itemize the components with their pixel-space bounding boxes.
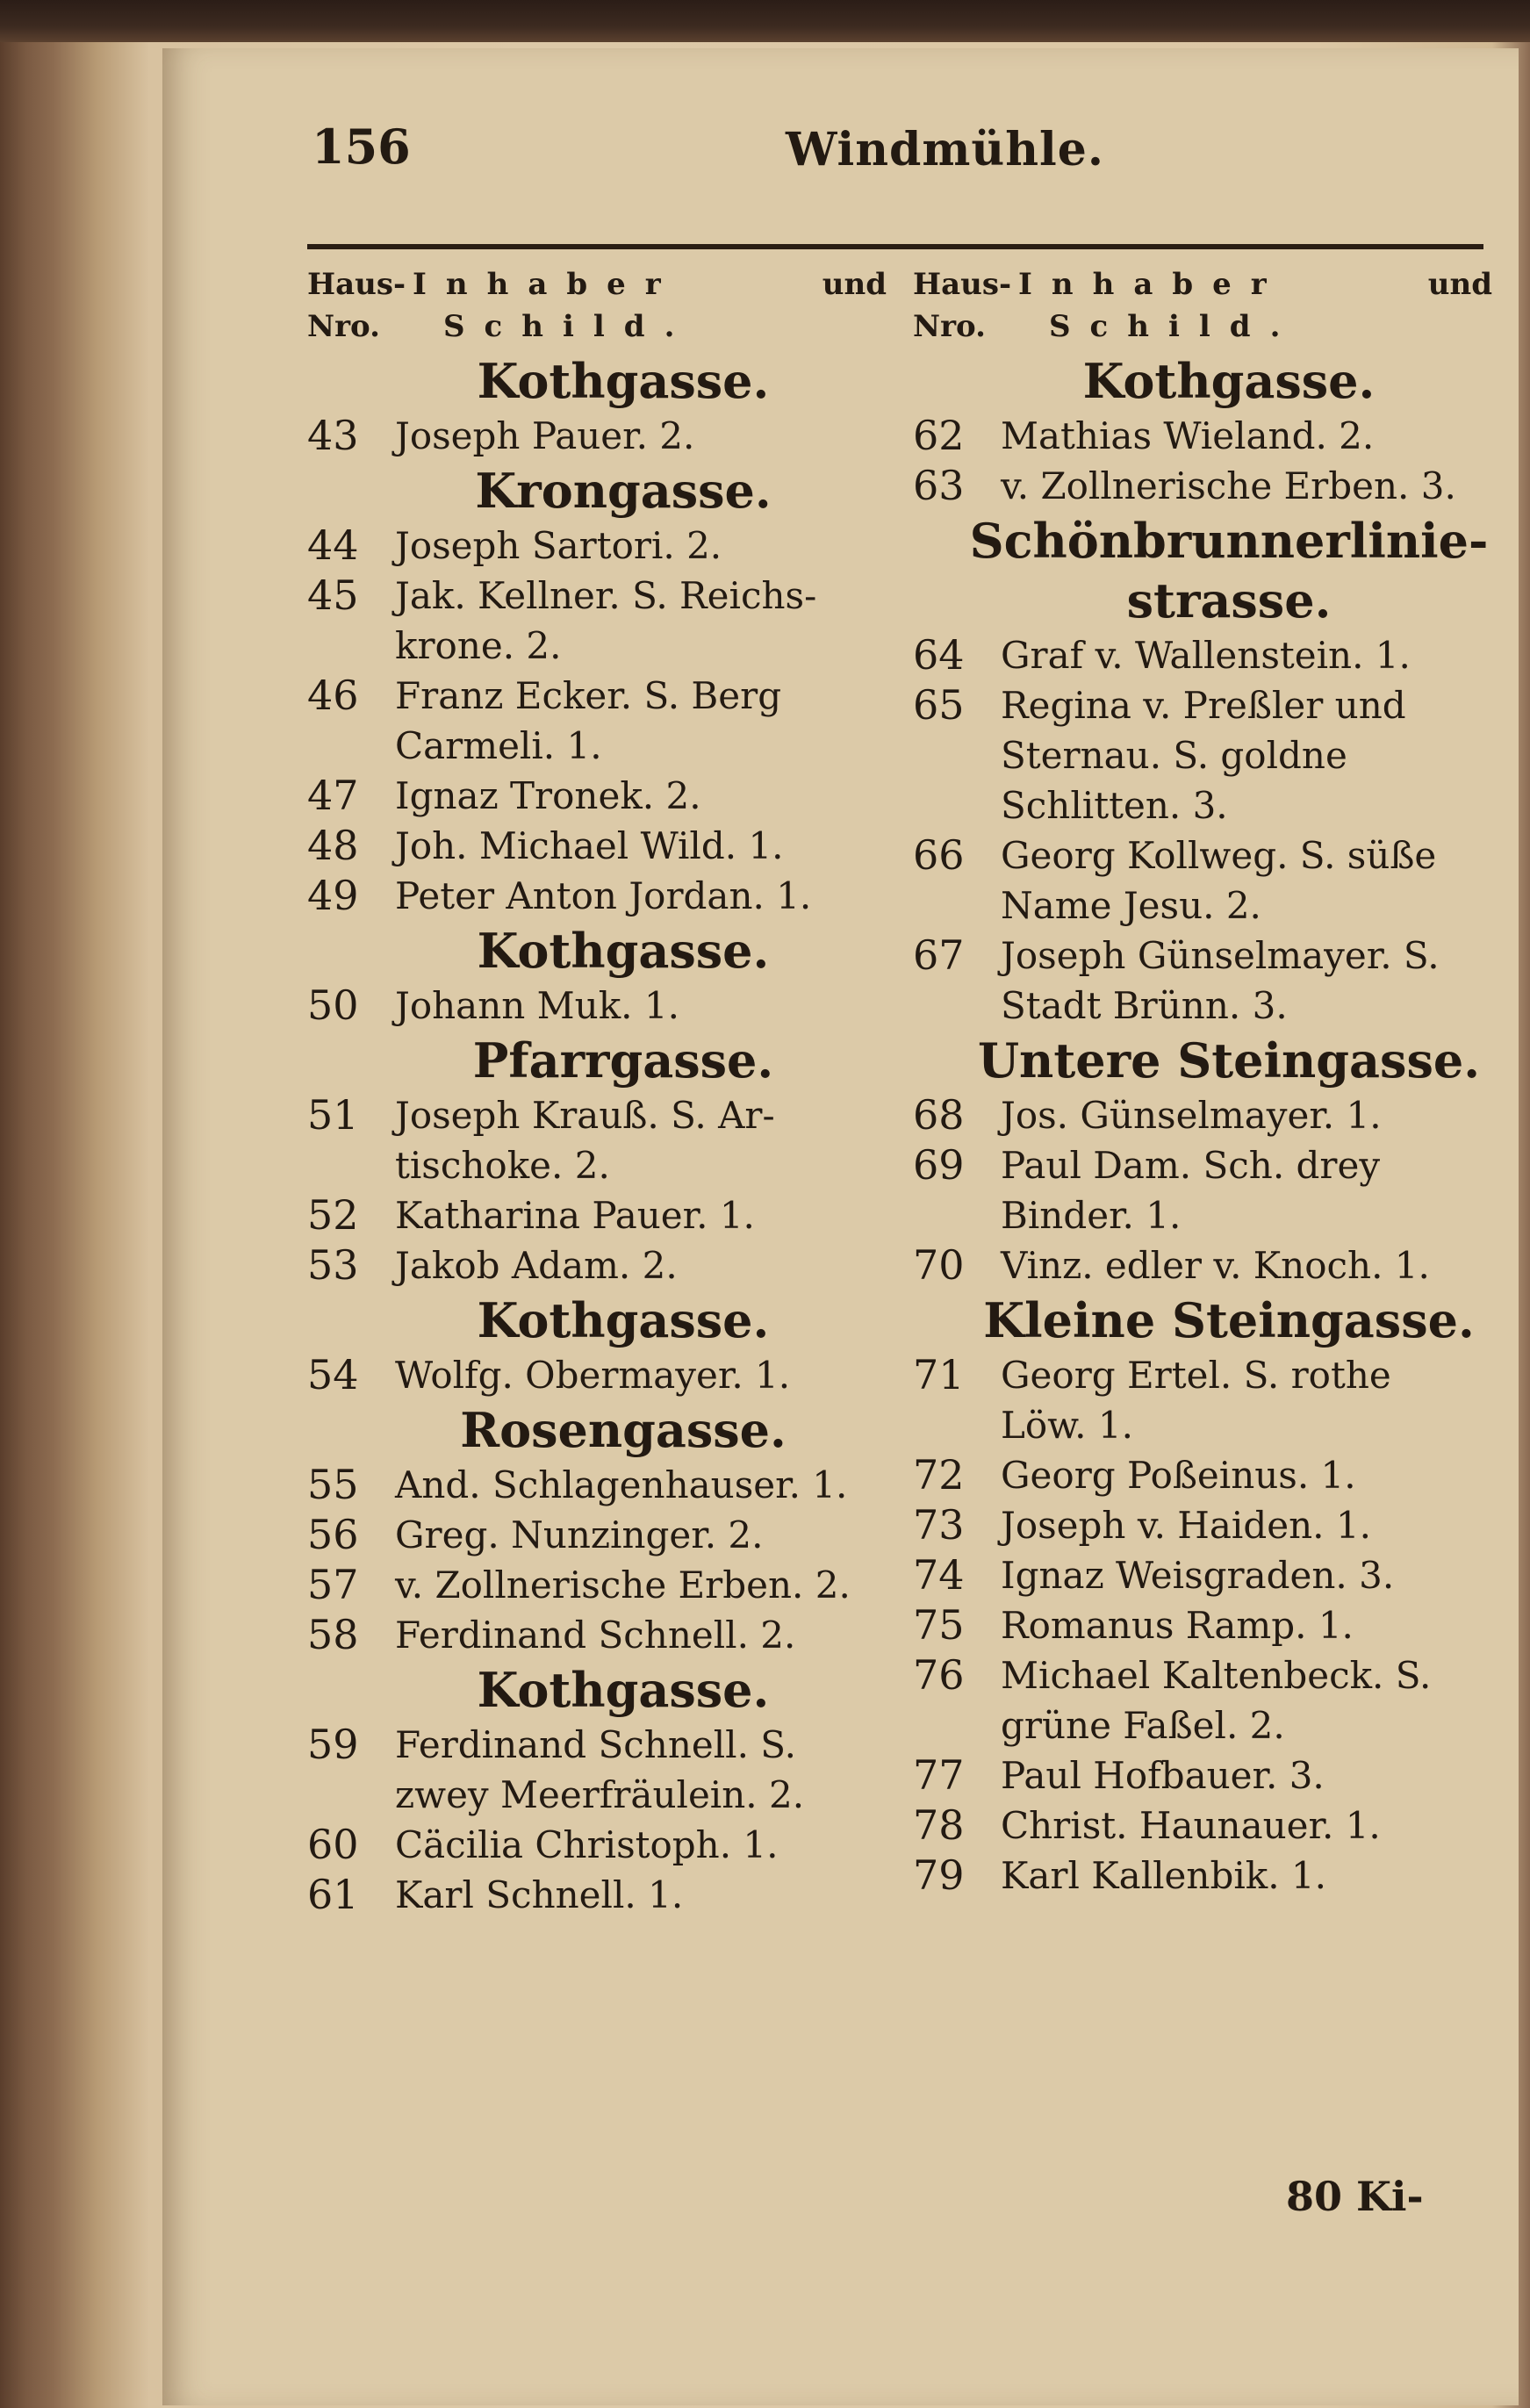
- house-number: 73: [913, 1501, 965, 1549]
- street-heading: Krongasse.: [475, 463, 772, 519]
- list-item: [913, 1350, 1492, 1400]
- header-rule: [307, 244, 1483, 249]
- owner-and-sign: Ferdinand Schnell. 2.: [395, 1614, 796, 1657]
- list-item: [307, 671, 887, 721]
- owner-and-sign: Jak. Kellner. S. Reichs-: [395, 574, 817, 617]
- house-number: 50: [307, 981, 359, 1029]
- owner-and-sign: Wolfg. Obermayer. 1.: [395, 1354, 791, 1397]
- list-item: [307, 571, 887, 621]
- house-number: 51: [307, 1091, 359, 1139]
- entry-continuation: Name Jesu. 2.: [1001, 884, 1261, 927]
- owner-and-sign: Karl Kallenbik. 1.: [1001, 1854, 1327, 1897]
- list-item: [307, 1460, 887, 1510]
- street-heading: Schönbrunnerlinie-: [969, 513, 1489, 569]
- entry-continuation: tischoke. 2.: [395, 1144, 610, 1187]
- house-number: 52: [307, 1191, 359, 1239]
- list-item: [913, 461, 1492, 511]
- house-number: 47: [307, 772, 359, 819]
- left-column: [307, 263, 887, 1920]
- house-number: 55: [307, 1461, 359, 1508]
- list-item: [913, 1090, 1492, 1140]
- owner-and-sign: Regina v. Preßler und: [1001, 684, 1406, 727]
- list-item: [307, 981, 887, 1031]
- list-item: [307, 1720, 887, 1770]
- owner-and-sign: Christ. Haunauer. 1.: [1001, 1804, 1381, 1847]
- list-item: [913, 1240, 1492, 1290]
- entry-continuation: Sternau. S. goldne: [1001, 734, 1347, 777]
- owner-and-sign: Joh. Michael Wild. 1.: [395, 824, 784, 867]
- list-item: [913, 1550, 1492, 1600]
- list-item: [913, 411, 1492, 461]
- list-item: [307, 1510, 887, 1560]
- owner-and-sign: Paul Hofbauer. 3.: [1001, 1754, 1325, 1797]
- house-number: 72: [913, 1451, 965, 1499]
- list-item: [307, 411, 887, 461]
- owner-and-sign: Peter Anton Jordan. 1.: [395, 874, 812, 917]
- owner-and-sign: Katharina Pauer. 1.: [395, 1194, 755, 1237]
- house-number: 74: [913, 1551, 965, 1599]
- owner-and-sign: Georg Ertel. S. rothe: [1001, 1354, 1391, 1397]
- house-number: 45: [307, 571, 359, 619]
- col-head-haus: Haus-: [307, 267, 406, 302]
- owner-and-sign: v. Zollnerische Erben. 2.: [395, 1563, 851, 1607]
- owner-and-sign: Cäcilia Christoph. 1.: [395, 1823, 779, 1866]
- entry-continuation: zwey Meerfräulein. 2.: [395, 1773, 805, 1816]
- list-item: [913, 830, 1492, 881]
- owner-and-sign: Paul Dam. Sch. drey: [1001, 1144, 1381, 1187]
- owner-and-sign: Ignaz Tronek. 2.: [395, 774, 701, 817]
- running-head: Windmühle.: [786, 123, 1104, 176]
- entry-continuation: Carmeli. 1.: [395, 724, 602, 767]
- house-number: 58: [307, 1611, 359, 1658]
- list-item: [913, 630, 1492, 680]
- owner-and-sign: Georg Poßeinus. 1.: [1001, 1454, 1356, 1497]
- list-item: [913, 1450, 1492, 1500]
- list-item: [307, 521, 887, 571]
- left-entries: [307, 351, 887, 1920]
- right-column: [913, 263, 1492, 1901]
- owner-and-sign: Karl Schnell. 1.: [395, 1873, 684, 1916]
- street-heading: strasse.: [1126, 572, 1332, 629]
- col-head-inhaber: Inhaber: [1018, 267, 1286, 302]
- catchword: 80 Ki-: [1286, 2173, 1424, 2220]
- house-number: 70: [913, 1241, 965, 1289]
- owner-and-sign: Joseph Sartori. 2.: [395, 524, 722, 567]
- house-number: 53: [307, 1241, 359, 1289]
- list-item: [913, 1851, 1492, 1901]
- street-heading: Kothgasse.: [477, 1662, 770, 1718]
- owner-and-sign: Georg Kollweg. S. süße: [1001, 834, 1437, 877]
- list-item: [913, 680, 1492, 730]
- list-item: [307, 1610, 887, 1660]
- owner-and-sign: Vinz. edler v. Knoch. 1.: [1001, 1244, 1430, 1287]
- entry-continuation: Löw. 1.: [1001, 1404, 1133, 1447]
- list-item: [913, 1600, 1492, 1650]
- house-number: 44: [307, 521, 359, 569]
- entry-continuation: krone. 2.: [395, 624, 562, 667]
- list-item: [307, 821, 887, 871]
- owner-and-sign: v. Zollnerische Erben. 3.: [1001, 464, 1456, 507]
- owner-and-sign: Ignaz Weisgraden. 3.: [1001, 1554, 1395, 1597]
- house-number: 69: [913, 1141, 965, 1189]
- book-top-edge: [0, 0, 1530, 42]
- list-item: [307, 1090, 887, 1140]
- owner-and-sign: Graf v. Wallenstein. 1.: [1001, 634, 1411, 677]
- owner-and-sign: Romanus Ramp. 1.: [1001, 1604, 1354, 1647]
- street-heading: Kothgasse.: [477, 923, 770, 979]
- list-item: [913, 1750, 1492, 1801]
- house-number: 56: [307, 1511, 359, 1558]
- col-head-und: und: [822, 267, 887, 302]
- owner-and-sign: Johann Muk. 1.: [395, 984, 679, 1027]
- owner-and-sign: Joseph Günselmayer. S.: [1001, 934, 1440, 977]
- list-item: [913, 931, 1492, 981]
- list-item: [307, 1190, 887, 1240]
- house-number: 60: [307, 1821, 359, 1868]
- list-item: [307, 1820, 887, 1870]
- street-heading: Pfarrgasse.: [472, 1032, 774, 1089]
- column-head-left: [307, 263, 887, 351]
- owner-and-sign: Ferdinand Schnell. S.: [395, 1723, 796, 1766]
- list-item: [307, 771, 887, 821]
- entry-continuation: grüne Faßel. 2.: [1001, 1704, 1285, 1747]
- street-heading: Kleine Steingasse.: [983, 1292, 1475, 1348]
- col-head-haus: Haus-: [913, 267, 1012, 302]
- house-number: 68: [913, 1091, 965, 1139]
- house-number: 67: [913, 931, 965, 979]
- owner-and-sign: Michael Kaltenbeck. S.: [1001, 1654, 1432, 1697]
- list-item: [913, 1650, 1492, 1700]
- owner-and-sign: Jakob Adam. 2.: [395, 1244, 678, 1287]
- entry-continuation: Binder. 1.: [1001, 1194, 1182, 1237]
- list-item: [913, 1801, 1492, 1851]
- owner-and-sign: Mathias Wieland. 2.: [1001, 414, 1375, 457]
- house-number: 49: [307, 872, 359, 919]
- col-head-nro: Nro.: [913, 309, 986, 344]
- owner-and-sign: And. Schlagenhauser. 1.: [395, 1463, 848, 1506]
- house-number: 76: [913, 1651, 965, 1699]
- owner-and-sign: Franz Ecker. S. Berg: [395, 674, 782, 717]
- house-number: 54: [307, 1351, 359, 1398]
- list-item: [307, 871, 887, 921]
- owner-and-sign: Greg. Nunzinger. 2.: [395, 1513, 764, 1556]
- list-item: [307, 1350, 887, 1400]
- house-number: 75: [913, 1601, 965, 1649]
- entry-continuation: Stadt Brünn. 3.: [1001, 984, 1288, 1027]
- owner-and-sign: Joseph Pauer. 2.: [395, 414, 695, 457]
- col-head-inhaber: Inhaber: [413, 267, 680, 302]
- house-number: 79: [913, 1851, 965, 1899]
- house-number: 64: [913, 631, 965, 679]
- page-number: 156: [312, 119, 411, 175]
- house-number: 63: [913, 462, 965, 509]
- column-head-right: [913, 263, 1492, 351]
- owner-and-sign: Joseph Krauß. S. Ar-: [395, 1094, 775, 1137]
- owner-and-sign: Joseph v. Haiden. 1.: [1001, 1504, 1371, 1547]
- house-number: 61: [307, 1871, 359, 1918]
- house-number: 71: [913, 1351, 965, 1398]
- list-item: [307, 1870, 887, 1920]
- house-number: 77: [913, 1751, 965, 1799]
- col-head-schild: Schild.: [443, 309, 694, 344]
- list-item: [913, 1500, 1492, 1550]
- street-heading: Kothgasse.: [477, 353, 770, 409]
- house-number: 59: [307, 1721, 359, 1768]
- house-number: 62: [913, 412, 965, 459]
- col-head-nro: Nro.: [307, 309, 380, 344]
- street-heading: Untere Steingasse.: [977, 1032, 1481, 1089]
- house-number: 57: [307, 1561, 359, 1608]
- list-item: [307, 1240, 887, 1290]
- entry-continuation: Schlitten. 3.: [1001, 784, 1228, 827]
- list-item: [913, 1140, 1492, 1190]
- street-heading: Kothgasse.: [1082, 353, 1376, 409]
- house-number: 48: [307, 822, 359, 869]
- col-head-und: und: [1427, 267, 1492, 302]
- street-heading: Rosengasse.: [460, 1402, 787, 1458]
- house-number: 43: [307, 412, 359, 459]
- house-number: 46: [307, 672, 359, 719]
- right-entries: [913, 351, 1492, 1901]
- col-head-schild: Schild.: [1049, 309, 1300, 344]
- house-number: 78: [913, 1801, 965, 1849]
- owner-and-sign: Jos. Günselmayer. 1.: [1001, 1094, 1382, 1137]
- house-number: 66: [913, 831, 965, 879]
- house-number: 65: [913, 681, 965, 729]
- street-heading: Kothgasse.: [477, 1292, 770, 1348]
- list-item: [307, 1560, 887, 1610]
